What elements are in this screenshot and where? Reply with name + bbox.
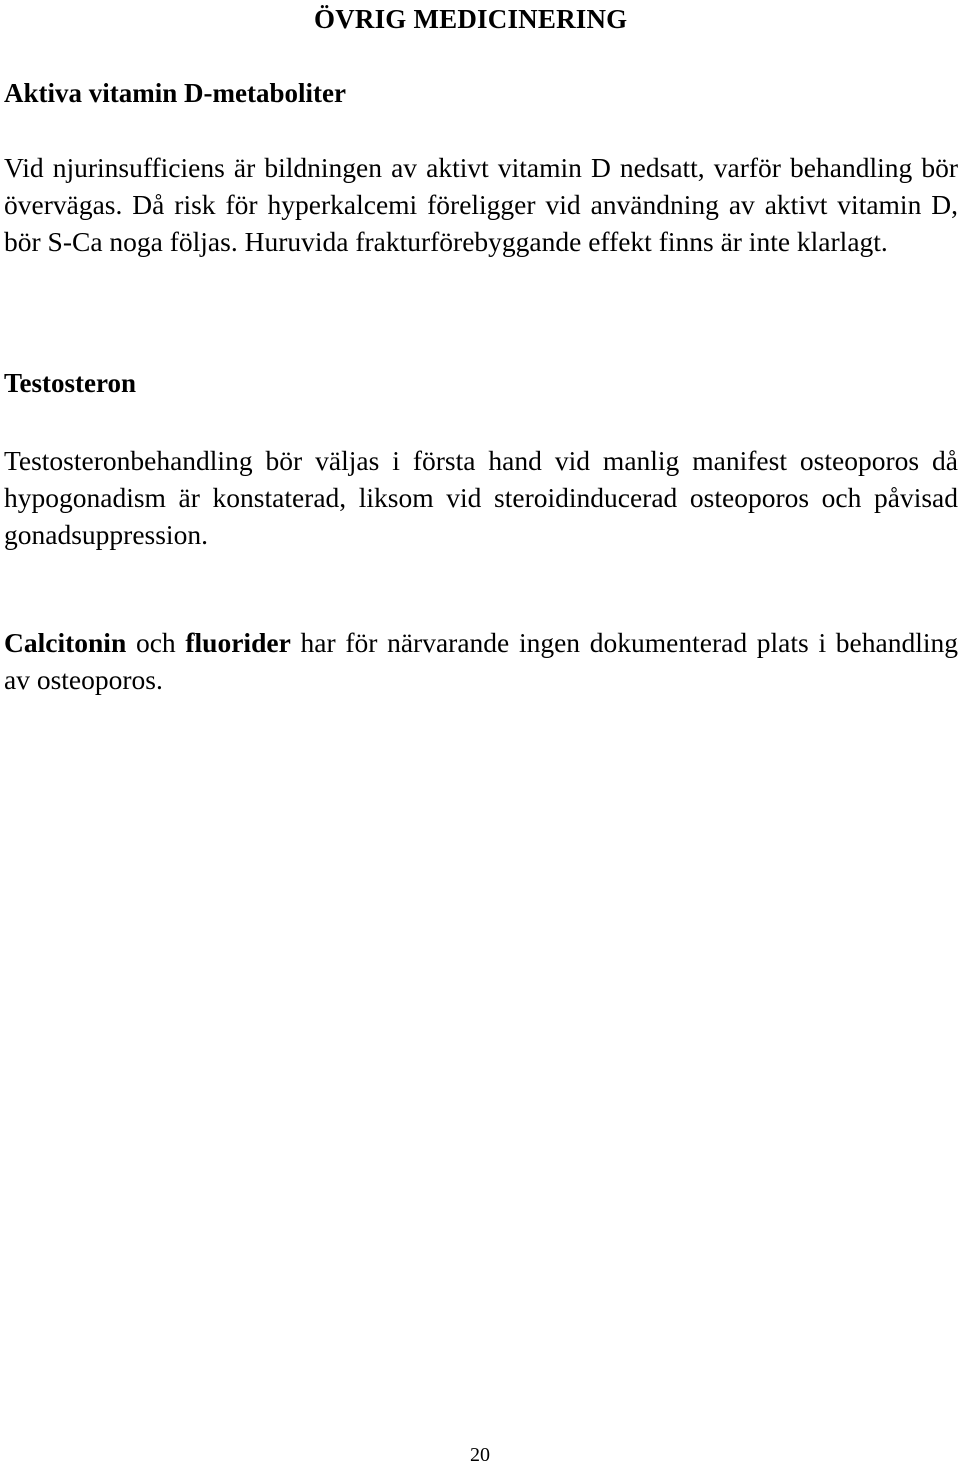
section-heading-testosteron: Testosteron: [4, 368, 137, 398]
paragraph-testosteron: Testosteronbehandling bör väljas i första hand vid manlig manifest osteoporos då hypogonadism är konstaterad, liksom vid steroidinducerad osteoporos och påvisad gonadsuppression.: [4, 445, 958, 550]
connector-text: och: [126, 627, 186, 658]
paragraph-calcitonin-fluorider: [4, 624, 958, 698]
section-heading-vitamin-d: Aktiva vitamin D-metaboliter: [4, 78, 346, 108]
term-fluorider: fluorider: [185, 627, 291, 658]
paragraph-vitamin-d: Vid njurinsufficiens är bildningen av aktivt vitamin D nedsatt, varför behandling bör övervägas. Då risk för hyperkalcemi föreligger vid användning av aktivt vitamin D, bör S-Ca noga följas. Huruvida frakturförebyggande effekt finns är inte klarlagt.: [4, 152, 958, 257]
page-number: 20: [470, 1444, 490, 1466]
closing-text: har för närvarande ingen dokumenterad plats i behandling av osteoporos.: [4, 627, 958, 695]
term-calcitonin: Calcitonin: [4, 627, 127, 658]
page-title: ÖVRIG MEDICINERING: [314, 4, 628, 34]
